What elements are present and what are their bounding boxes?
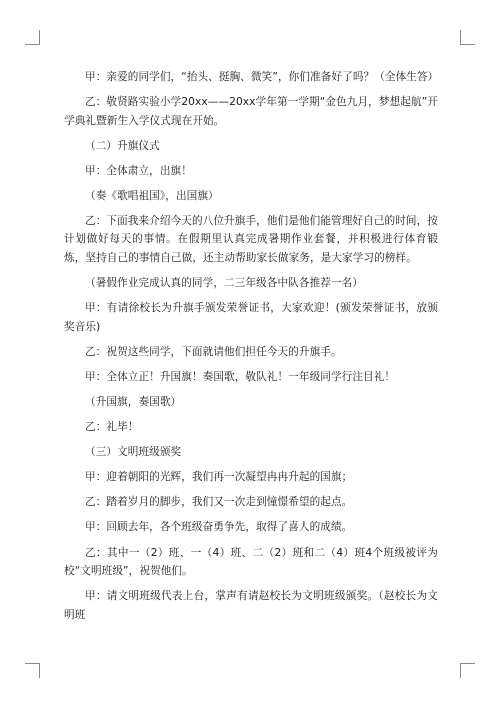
crop-mark-bottom-left [25, 663, 40, 678]
paragraph-flag-bearers: 乙：下面我来介绍今天的八位升旗手，他们是他们能管理好自己的时间，按计划做好每天的事情。在假期里认真完成暑期作业套餐，并积极进行体育锻炼，坚持自己的事情自己做，还主动帮助家长做家务，是大家学习的榜样。 [64, 214, 438, 264]
paragraph-attention: 甲：全体立正！升国旗！奏国歌，敬队礼！一年级同学行注目礼！ [85, 370, 396, 383]
crop-mark-bottom-right [460, 663, 475, 678]
section-heading-flag-raising: （二）升旗仪式 [85, 139, 160, 152]
paragraph-raise-flag-note: （升国旗，奏国歌） [85, 395, 182, 408]
paragraph-footsteps: 乙：踏着岁月的脚步，我们又一次走到憧憬希望的起点。 [85, 496, 353, 509]
document-body [64, 68, 438, 624]
paragraph-sunrise: 甲：迎着朝阳的光辉，我们再一次凝望冉冉升起的国旗； [85, 471, 353, 484]
paragraph-certificates: 甲：有请徐校长为升旗手颁发荣誉证书，大家欢迎！(颁发荣誉证书，放颁奖音乐) [64, 302, 438, 333]
paragraph-present-flag: 甲：全体肃立，出旗！ [85, 164, 192, 177]
crop-mark-top-right [460, 30, 475, 45]
paragraph-review: 甲：回顾去年，各个班级奋勇争先，取得了喜人的成绩。 [85, 521, 353, 534]
crop-mark-top-left [25, 30, 40, 45]
paragraph-ceremony-end: 乙：礼毕！ [85, 421, 139, 434]
paragraph-greeting: 甲：亲爱的同学们，“抬头、挺胸、微笑”，你们准备好了吗？（全体生答） [85, 71, 439, 83]
paragraph-recommendation-note: （暑假作业完成认真的同学，二三年级各中队各推荐一名） [85, 277, 364, 290]
paragraph-award-classes: 乙：其中一（2）班、一（4）班、二（2）班和二（4）班4个班级被评为校“文明班级”，祝贺他们。 [64, 546, 438, 577]
paragraph-congratulations: 乙：祝贺这些同学，下面就请他们担任今天的升旗手。 [85, 345, 342, 358]
paragraph-award-presentation: 甲：请文明班级代表上台，掌声有请赵校长为文明班级颁奖。（赵校长为文明班 [64, 590, 438, 621]
section-heading-class-awards: （三）文明班级颁奖 [85, 446, 182, 459]
paragraph-opening: 乙：敬贤路实验小学20xx——20xx学年第一学期“金色九月，梦想起航”开学典礼暨新生入学仪式现在开始。 [64, 96, 438, 127]
paragraph-anthem-note: （奏《歌唱祖国》，出国旗） [85, 189, 219, 202]
